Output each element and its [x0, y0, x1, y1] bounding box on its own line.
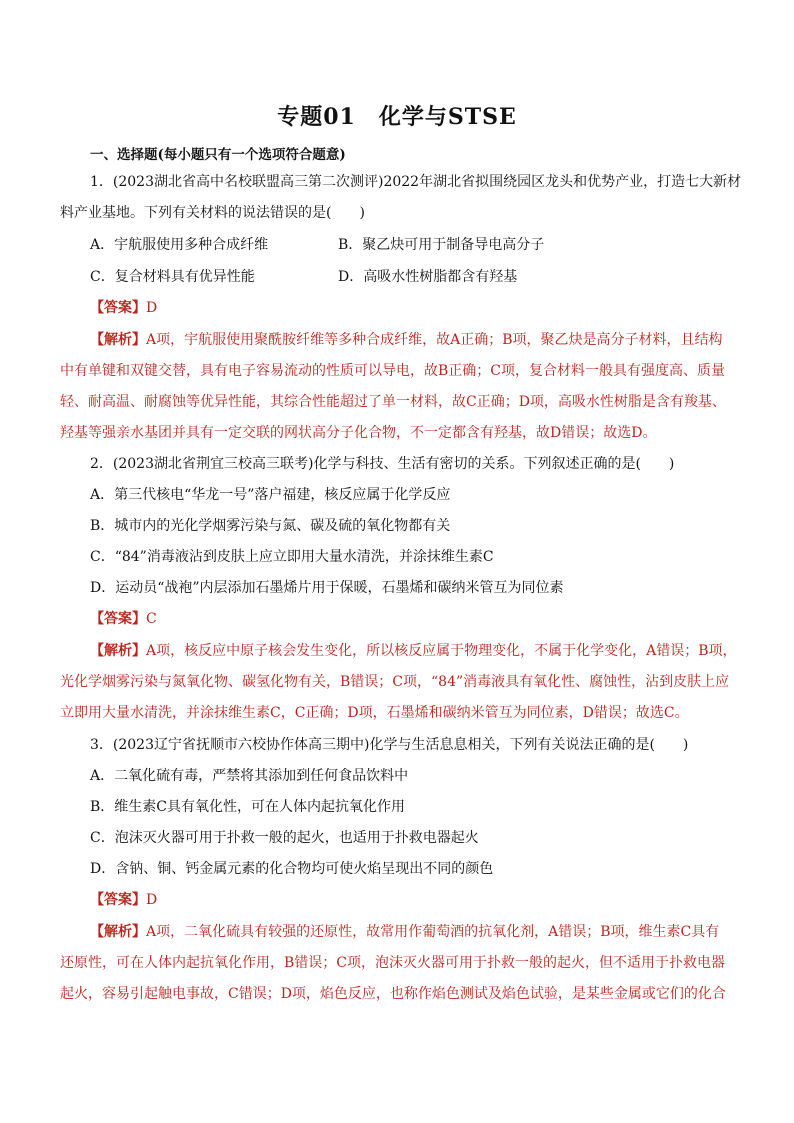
- q2-option-d: D．运动员“战袍”内层添加石墨烯片用于保暖，石墨烯和碳纳米管互为同位素: [90, 580, 564, 596]
- answer-value: D: [146, 300, 158, 316]
- q1-stem-line-1: 1．(2023湖北省高中名校联盟高三第二次测评)2022年湖北省拟围绕园区龙头和优势产业，打造七大新材: [90, 174, 742, 190]
- q3-analysis-line-3: 起火，容易引起触电事故，C错误；D项，焰色反应，也称作焰色测试及焰色试验，是某些金属或它们的化合: [60, 986, 726, 1002]
- analysis-text: A项，二氧化硫具有较强的还原性，故常用作葡萄酒的抗氧化剂，A错误；B项，维生素C具有: [146, 924, 720, 940]
- q2-analysis-line-1: [90, 641, 737, 661]
- q2-analysis-line-3: 立即用大量水清洗，并涂抹维生素C，C正确；D项，石墨烯和碳纳米管互为同位素，D错误；故选C。: [60, 705, 689, 721]
- analysis-label: 【解析】: [90, 332, 146, 348]
- q1-analysis-line-4: 羟基等强亲水基团并具有一定交联的网状高分子化合物，不一定都含有羟基，故D错误；故选D。: [60, 425, 657, 441]
- answer-value: D: [146, 892, 158, 908]
- answer-label: 【答案】: [90, 892, 146, 908]
- q3-analysis-line-2: 还原性，可在人体内起抗氧化作用，B错误；C项，泡沫灭火器可用于扑救一般的起火，但不适用于扑救电器: [60, 955, 725, 971]
- analysis-text: A项，宇航服使用聚酰胺纤维等多种合成纤维，故A正确；B项，聚乙炔是高分子材料，且结构: [146, 332, 723, 348]
- analysis-label: 【解析】: [90, 643, 146, 659]
- answer-value: C: [146, 611, 157, 627]
- q3-option-a: A．二氧化硫有毒，严禁将其添加到任何食品饮料中: [90, 768, 409, 784]
- analysis-text: A项，核反应中原子核会发生变化，所以核反应属于物理变化，不属于化学变化，A错误；B项，: [146, 643, 737, 659]
- q3-answer: [90, 890, 157, 910]
- q3-option-c: C．泡沫灭火器可用于扑救一般的起火，也适用于扑救电器起火: [90, 830, 479, 846]
- q3-analysis-line-1: [90, 922, 719, 942]
- q1-analysis-line-1: [90, 330, 723, 350]
- q2-stem-line-1: 2．(2023湖北省荆宜三校高三联考)化学与科技、生活有密切的关系。下列叙述正确的是( ): [90, 456, 675, 472]
- q3-stem-line-1: 3．(2023辽宁省抚顺市六校协作体高三期中)化学与生活息息相关，下列有关说法正确的是( ): [90, 737, 689, 753]
- q1-analysis-line-3: 轻、耐高温、耐腐蚀等优异性能，其综合性能超过了单一材料，故C正确；D项，高吸水性树脂是含有羧基、: [60, 394, 726, 410]
- analysis-label: 【解析】: [90, 924, 146, 940]
- answer-label: 【答案】: [90, 611, 146, 627]
- answer-label: 【答案】: [90, 300, 146, 316]
- q1-option-b: B．聚乙炔可用于制备导电高分子: [338, 237, 545, 253]
- q1-analysis-line-2: 中有单键和双键交替，具有电子容易流动的性质可以导电，故B正确；C项，复合材料一般具有强度高、质量: [60, 363, 725, 379]
- page-title: 专题01 化学与STSE: [277, 104, 517, 130]
- q3-option-d: D．含钠、铜、钙金属元素的化合物均可使火焰呈现出不同的颜色: [90, 861, 494, 877]
- q1-option-d: D．高吸水性树脂都含有羟基: [338, 269, 518, 285]
- q1-answer: [90, 298, 157, 318]
- q1-option-a: A．宇航服使用多种合成纤维: [90, 237, 269, 253]
- q1-stem-line-2: 料产业基地。下列有关材料的说法错误的是( ): [60, 205, 365, 221]
- q2-option-b: B．城市内的光化学烟雾污染与氮、碳及硫的氧化物都有关: [90, 518, 451, 534]
- q2-analysis-line-2: 光化学烟雾污染与氮氧化物、碳氢化物有关，B错误；C项，“84”消毒液具有氧化性、腐蚀性，沾到皮肤上应: [60, 674, 730, 690]
- q2-answer: [90, 609, 157, 629]
- q2-option-a: A．第三代核电“华龙一号”落户福建，核反应属于化学反应: [90, 487, 451, 503]
- q1-option-c: C．复合材料具有优异性能: [90, 269, 255, 285]
- q2-option-c: C．“84”消毒液沾到皮肤上应立即用大量水清洗，并涂抹维生素C: [90, 549, 494, 565]
- section-heading: 一、选择题(每小题只有一个选项符合题意): [90, 147, 346, 163]
- q3-option-b: B．维生素C具有氧化性，可在人体内起抗氧化作用: [90, 799, 405, 815]
